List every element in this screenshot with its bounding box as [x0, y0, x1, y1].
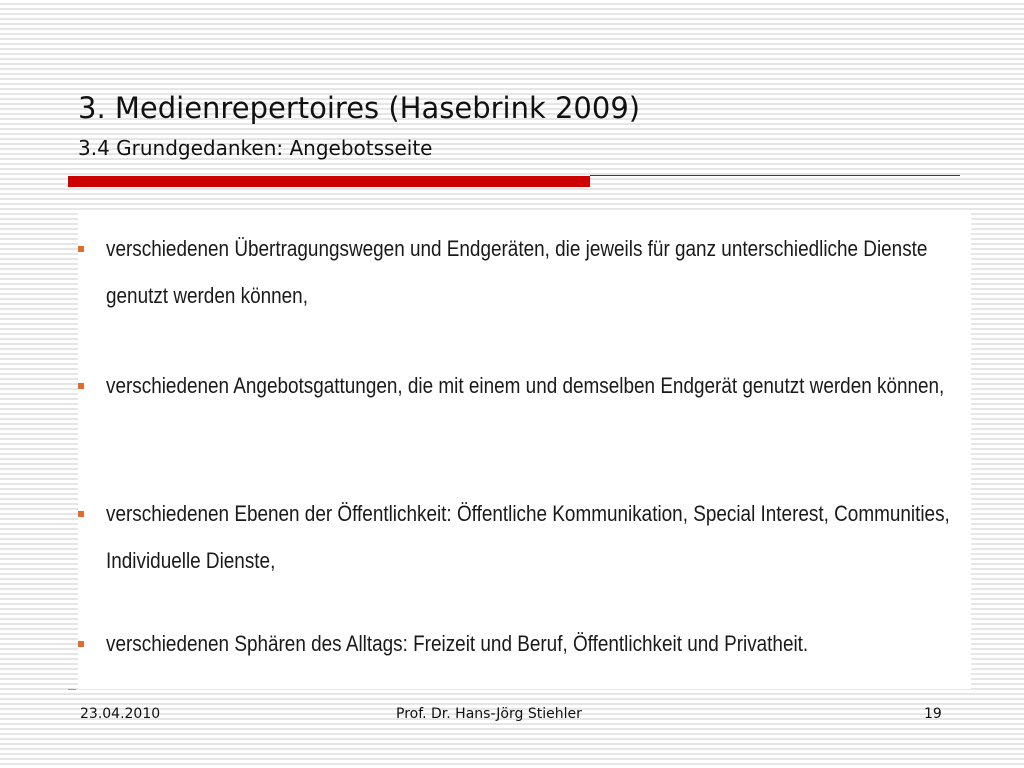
bullet-text: verschiedenen Ebenen der Öffentlichkeit: Öffentliche Kommunikation, Special Interest, Communities, Individuelle Dienste, [106, 501, 950, 573]
bullet-square-icon [78, 383, 84, 389]
panel-edge-mark [68, 689, 76, 690]
bullet-square-icon [78, 511, 84, 517]
bullet-square-icon [78, 641, 84, 647]
footer-date: 23.04.2010 [80, 706, 161, 722]
bullet-text: verschiedenen Übertragungswegen und Endgeräten, die jeweils für ganz unterschiedliche Dienste genutzt werden können, [106, 236, 928, 308]
slide-subtitle: 3.4 Grundgedanken: Angebotsseite [78, 136, 433, 160]
bullet-text: verschiedenen Angebotsgattungen, die mit einem und demselben Endgerät genutzt werden können, [106, 373, 945, 398]
title-underline-line [590, 175, 960, 176]
title-underline-bar [68, 176, 590, 187]
content-image-panel [78, 213, 971, 689]
footer-page-number: 19 [924, 706, 942, 722]
slide-title: 3. Medienrepertoires (Hasebrink 2009) [78, 91, 641, 125]
bullet-square-icon [78, 246, 84, 252]
bullet-text: verschiedenen Sphären des Alltags: Freizeit und Beruf, Öffentlichkeit und Privatheit. [106, 631, 809, 656]
footer-author: Prof. Dr. Hans-Jörg Stiehler [396, 706, 582, 722]
